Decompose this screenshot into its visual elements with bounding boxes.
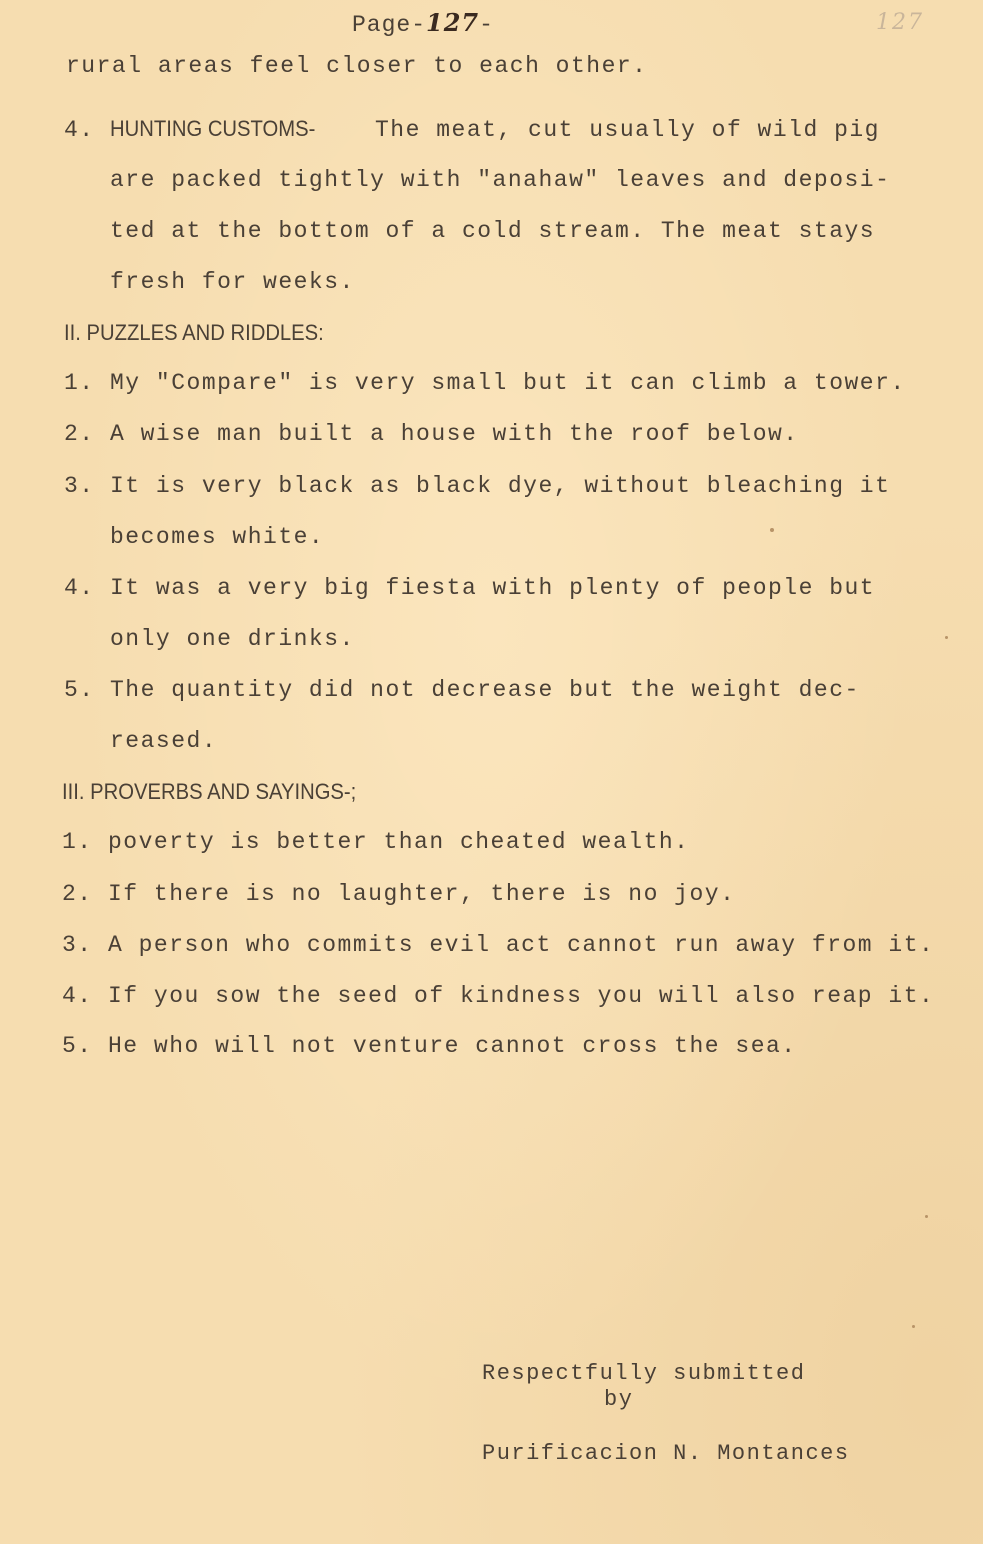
page-label: Page-	[352, 12, 427, 38]
hunting-line: The meat, cut usually of wild pig	[375, 117, 880, 143]
riddle-text: A wise man built a house with the roof below.	[110, 421, 799, 447]
item-number: 4.	[64, 575, 95, 601]
page-label-suffix: -	[479, 12, 494, 38]
riddle-text: It was a very big fiesta with plenty of people but	[110, 575, 876, 601]
paper-speck	[912, 1325, 915, 1328]
riddle-text: It is very black as black dye, without bleaching it	[110, 473, 891, 499]
item-number: 2.	[62, 881, 93, 907]
proverb-item	[62, 880, 735, 908]
proverb-text: A person who commits evil act cannot run away from it.	[108, 932, 935, 958]
item-number: 3.	[62, 932, 93, 958]
proverb-item	[62, 982, 934, 1010]
item-number: 5.	[64, 677, 95, 703]
proverb-text: He who will not venture cannot cross the sea.	[108, 1033, 797, 1059]
intro-line: rural areas feel closer to each other.	[66, 53, 648, 79]
paper-speck	[770, 528, 774, 532]
item-number: 3.	[64, 473, 95, 499]
riddle-item	[64, 420, 799, 448]
riddle-continuation: reased.	[110, 728, 218, 754]
proverb-text: poverty is better than cheated wealth.	[108, 829, 690, 855]
proverb-text: If there is no laughter, there is no joy.	[108, 881, 736, 907]
proverbs-heading: III. PROVERBS AND SAYINGS-;	[62, 779, 357, 804]
proverb-item	[62, 828, 690, 856]
page-header	[352, 8, 494, 38]
item-number: 1.	[64, 370, 95, 396]
paper-speck	[925, 1215, 928, 1218]
hunting-title: HUNTING CUSTOMS-	[110, 116, 316, 141]
riddle-text: My "Compare" is very small but it can climb a tower.	[110, 370, 906, 396]
riddle-item	[64, 676, 860, 704]
riddle-item	[64, 369, 906, 397]
closing-line: Respectfully submitted	[482, 1361, 806, 1386]
hunting-customs-item	[64, 115, 880, 144]
proverb-item	[62, 1032, 797, 1060]
proverb-item	[62, 931, 934, 959]
puzzles-heading: II. PUZZLES AND RIDDLES:	[64, 320, 324, 345]
proverb-text: If you sow the seed of kindness you will also reap it.	[108, 983, 935, 1009]
paper-speck	[945, 636, 948, 639]
item-number: 1.	[62, 829, 93, 855]
item-number: 2.	[64, 421, 95, 447]
riddle-item	[64, 472, 890, 500]
hunting-line: ted at the bottom of a cold stream. The meat stays	[110, 218, 876, 244]
hunting-line: fresh for weeks.	[110, 269, 355, 295]
riddle-item	[64, 574, 875, 602]
author-name: Purificacion N. Montances	[482, 1441, 850, 1466]
closing-by: by	[604, 1387, 634, 1412]
riddle-continuation: only one drinks.	[110, 626, 355, 652]
item-number: 4.	[64, 117, 95, 143]
item-number: 4.	[62, 983, 93, 1009]
hunting-line: are packed tightly with "anahaw" leaves and deposi-	[110, 167, 891, 193]
item-number: 5.	[62, 1033, 93, 1059]
handwritten-page-number: 127	[426, 8, 480, 37]
riddle-continuation: becomes white.	[110, 524, 325, 550]
riddle-text: The quantity did not decrease but the weight dec-	[110, 677, 860, 703]
corner-page-number: 127	[876, 10, 924, 35]
